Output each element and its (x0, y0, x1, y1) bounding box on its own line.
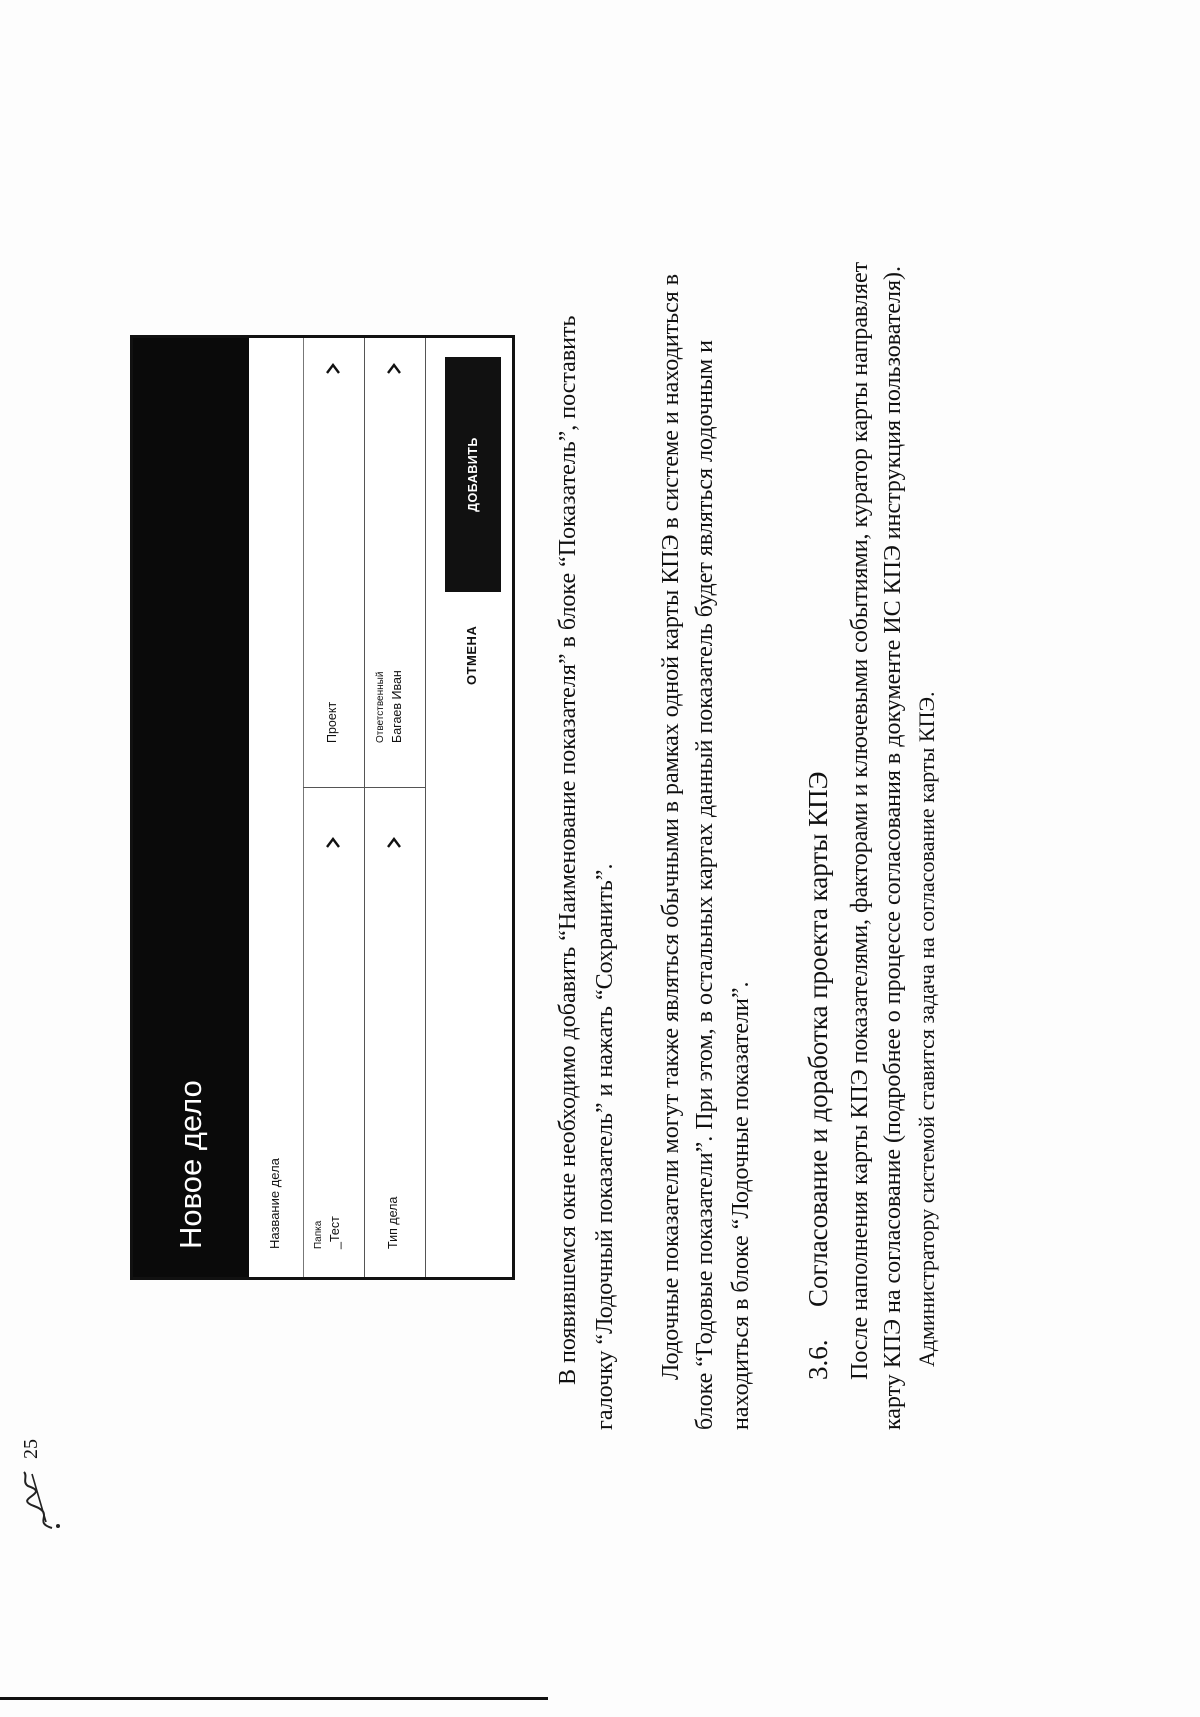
paragraph-2-line-2: блоке “Годовые показатели”. При этом, в остальных картах данный показатель будет являться лодочным и (692, 340, 718, 1430)
chevron-right-icon (325, 837, 341, 849)
paragraph-2-line-3: находиться в блоке “Лодочные показатели”. (728, 981, 754, 1430)
folder-value: _Тест (328, 1216, 342, 1249)
chevron-right-icon (325, 363, 341, 375)
type-responsible-row (364, 338, 426, 1277)
responsible-select[interactable] (364, 338, 425, 787)
paragraph-3-line-3: Администратору системой ставится задача на согласование карты КПЭ. (914, 691, 939, 1367)
paragraph-1-line-1: В появившемся окне необходимо добавить “Наименование показателя” в блоке “Показатель”, поставить (555, 315, 581, 1385)
chevron-right-icon (386, 837, 402, 849)
chevron-right-icon (386, 363, 402, 375)
page-number: 25 (20, 1439, 42, 1459)
section-title: Согласование и доработка проекта карты КПЭ (803, 771, 833, 1307)
scan-edge-line (0, 1697, 548, 1700)
case-type-select[interactable] (364, 787, 425, 1277)
add-button-label: ДОБАВИТЬ (466, 437, 480, 512)
responsible-value: Багаев Иван (390, 670, 404, 743)
dialog-header (133, 338, 249, 1277)
folder-select[interactable] (303, 787, 364, 1277)
paragraph-3-line-2: карту КПЭ на согласование (подробнее о процессе согласования в документе ИС КПЭ инструкция пользователя). (880, 266, 906, 1430)
paragraph-1-line-2: галочку “Лодочный показатель” и нажать “Сохранить”. (592, 863, 618, 1430)
new-case-dialog (130, 335, 515, 1280)
folder-project-row (303, 338, 365, 1277)
add-button[interactable] (445, 357, 501, 592)
cancel-button[interactable]: ОТМЕНА (464, 625, 479, 685)
dialog-title: Новое дело (173, 1080, 208, 1249)
folder-label: Папка (313, 1220, 324, 1249)
paragraph-3-line-1: После наполнения карты КПЭ показателями, факторами и ключевыми событиями, куратор карты направляет (847, 261, 873, 1380)
project-label: Проект (325, 701, 339, 743)
handwritten-signature (18, 1466, 62, 1532)
project-select[interactable] (303, 338, 364, 787)
section-number: 3.6. (803, 1339, 833, 1380)
case-name-label: Название дела (267, 1158, 282, 1249)
paragraph-2-line-1: Лодочные показатели могут также являться обычными в рамках одной карты КПЭ в системе и находиться в (658, 273, 684, 1380)
responsible-label: Ответственный (375, 671, 386, 743)
case-name-field[interactable] (249, 338, 304, 1277)
case-type-label: Тип дела (386, 1196, 400, 1249)
